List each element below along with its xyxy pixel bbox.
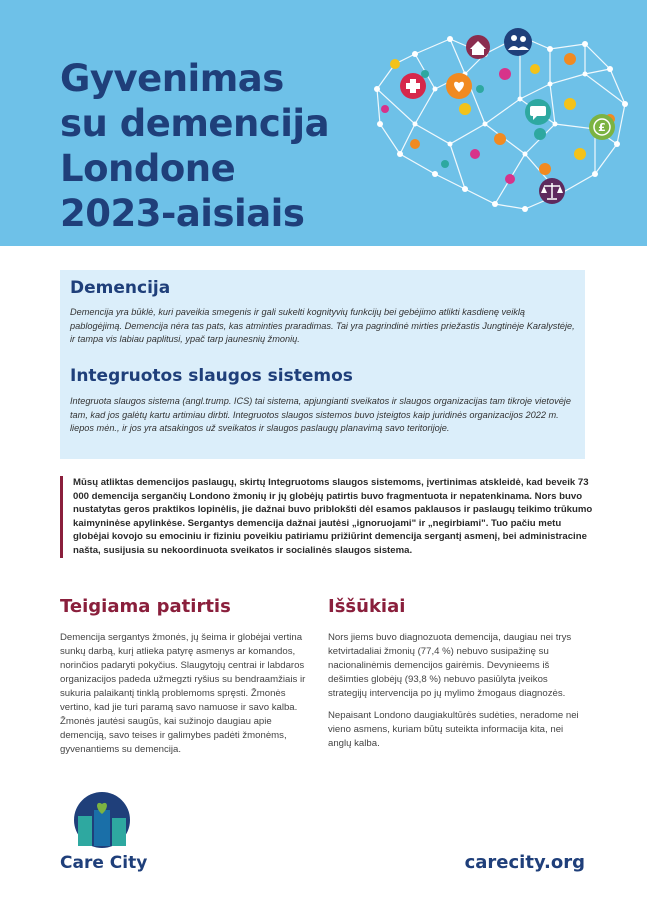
page-title [60, 56, 329, 236]
title-line: 2023-aisiais [60, 192, 305, 235]
title-line: Gyvenimas [60, 57, 284, 100]
ics-text: Integruota slaugos sistema (angl.trump. ICS) tai sistema, apjungianti sveikatos ir slaugos organizacijas tam tikroje vietovėje tam, kad jos galėtų kartu artimiau dirbti. Integruotos slaugos sistemos buvo įsteigtos kaip juridinės organizacijos 2022 m. liepos mėn., ir jos yra atsakingos už sveikatos ir slaugos paslaugų planavimą savo teritorijoje. [70, 396, 571, 433]
title-line: su demencija [60, 102, 330, 145]
challenges-heading: Iššūkiai [328, 596, 406, 617]
header-banner [0, 0, 647, 246]
care-city-logo [70, 790, 140, 850]
findings-text: Mūsų atliktas demencijos paslaugų, skirtų Integruotoms slaugos sistemoms, įvertinimas atskleidė, kad beveik 73 000 demencija sergančių Londono žmonių ir jų globėjų patirtis buvo fragmentuota ir nepatenkinama. Nors buvo nustatytas geros praktikos lopinėlis, jie dažnai buvo priblokšti dėl esamos paklausos ir paslaugų teikimo trūkumo kaimyninėse apylinkėse. Sergantys demencija dažnai jautėsi „ignoruojami" ir „negirbiami". Tuo pačiu metu globėjai kovojo su emociniu ir fiziniu poveikiu patiriamu prižiūrint demencija sergantį asmenį, bei administracine našta, susijusia su nekoordinuota sveikatos ir socialinės slaugos sistema. [73, 477, 593, 556]
logo-text: Care City [60, 853, 148, 873]
positive-heading: Teigiama patirtis [60, 596, 231, 617]
dementia-text: Demencija yra būklė, kuri paveikia smegenis ir gali sukelti kognityvių funkcijų bei gebėjimo atlikti kasdienę veiklą pablogėjimą. Demencija nėra tas pats, kas atminties praradimas. Tai yra pagrindinė mirties priežastis Jungtinėje Karalystėje, ir tampa vis labiau paplitusi, ypač tarp jaunesnių žmonių. [70, 307, 575, 344]
speech-bubble-icon [525, 99, 551, 125]
medical-cross-icon [400, 73, 426, 99]
dementia-heading: Demencija [70, 278, 171, 298]
pound-coin-icon [589, 114, 615, 140]
ics-heading: Integruotos slaugos sistemos [70, 366, 353, 386]
brain-network-illustration [355, 14, 640, 239]
svg-text:£: £ [598, 121, 606, 134]
home-icon [466, 35, 490, 59]
findings-summary [60, 476, 595, 558]
website-link[interactable]: carecity.org [464, 852, 585, 873]
definitions-box [60, 270, 585, 459]
positive-paragraph: Demencija sergantys žmonės, jų šeima ir globėjai vertina sunkų darbą, kurį atlieka patyrę asmenys ar komandos, norinčios padaryti pokyčius. Slaugytojų centrai ir labdaros organizacijos padeda užmegzti ryšius su bendraamžiais ir sukuria palaikantį tinklą problemoms spręsti. Žmonės vertino, kad jie turi paramą savo namuose ir savo kalba. Žmonės jautėsi saugūs, kai sužinojo daugiau apie demenciją, savo teises ir galimybes padėti žmonėms, gyvenantiems su demencija. [60, 632, 306, 755]
title-line: Londone [60, 147, 236, 190]
challenges-paragraph: Nors jiems buvo diagnozuota demencija, daugiau nei trys ketvirtadaliai žmonių (77,4 %) nebuvo susipažinę su nacionalinėmis demencijos gairėmis. Devynieems iš dešimties globėjų (93,8 %) nebuvo pasiūlyta įveikos strategijų intervencija po jų mylimo žmogaus diagnozės. [328, 632, 572, 699]
positive-experience-section [60, 596, 310, 765]
heart-hands-icon [446, 73, 472, 99]
justice-scales-icon [539, 178, 565, 204]
challenges-section [328, 596, 586, 759]
people-icon [504, 28, 532, 56]
challenges-paragraph: Nepaisant Londono daugiakultūrės sudėties, neradome nei vieno asmens, kuriam būtų suteikta informacija kita, nei anglų kalba. [328, 710, 579, 749]
